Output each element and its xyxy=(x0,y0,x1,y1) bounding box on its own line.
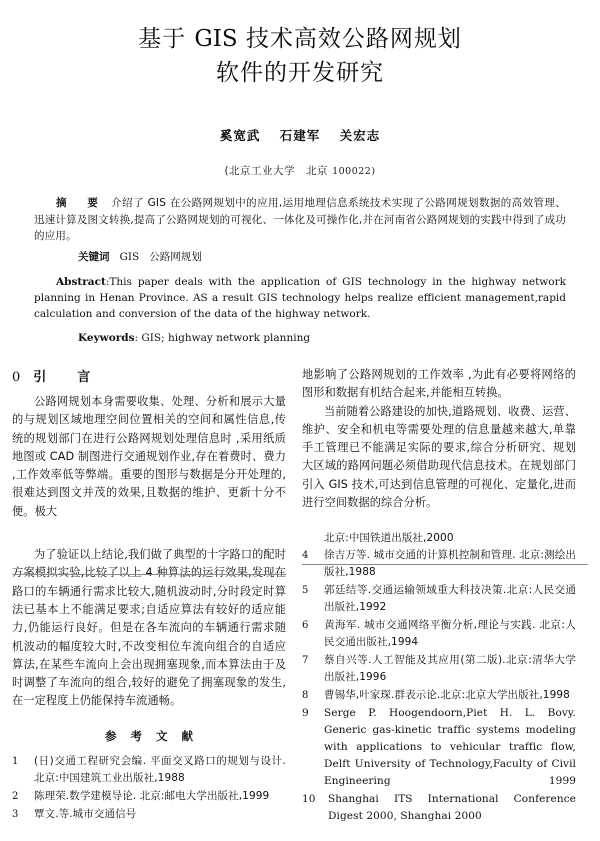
reference-text: 徐吉万等. 城市交通的计算机控制和管理. 北京:测绘出版社,1988 xyxy=(324,549,576,579)
abstract-en-label: Abstract xyxy=(56,276,106,288)
reference-index: 2 xyxy=(12,790,19,802)
keywords-en-label: Keywords xyxy=(78,332,135,344)
abstract-en-sep: : xyxy=(105,276,110,288)
right-top-paragraph-1: 地影响了公路网规划的工作效率 ,为此有必要将网络的图形和数据有机结合起来,并能相互转换。 xyxy=(302,368,576,400)
keywords-en-text: : GIS; highway network planning xyxy=(134,332,311,344)
title-line-1 xyxy=(138,26,462,52)
left-column xyxy=(12,366,286,826)
section-title: 引 言 xyxy=(33,370,100,385)
reference-item xyxy=(12,753,286,787)
reference-index: 7 xyxy=(302,655,309,667)
author-3: 关宏志 xyxy=(339,128,381,143)
reference-item xyxy=(302,652,576,686)
references-heading: 参 考 文 献 xyxy=(104,728,198,743)
author-1: 奚宽武 xyxy=(219,128,261,143)
references-list-left xyxy=(12,753,286,823)
reference-item xyxy=(12,788,286,805)
title-line-2: 软件的开发研究 xyxy=(216,60,384,86)
reference-index: 3 xyxy=(12,808,19,820)
keywords-english xyxy=(34,330,566,346)
title-line1-post: 技术高效公路网规划 xyxy=(237,26,462,52)
abstract-cn-text: 介绍了 GIS 在公路网规划中的应用,运用地理信息系统技术实现了公路网规划数据的高效管理、迅速计算及图文转换,提高了公路网规划的可视化、一体化及可操作化,并在河南省公路网规划的实践中得到了成功的应用。 xyxy=(34,197,566,242)
reference-item xyxy=(302,705,576,790)
title-acronym: GIS xyxy=(194,26,238,52)
reference-item xyxy=(302,582,576,616)
reference-text: Serge P. Hoogendoorn,Piet H. L. Bovy. Generic gas-kinetic traffic systems modeling with applications to vehicular traffic flow, Delft University of Technology,Faculty of Civil Engineering 1999 xyxy=(324,707,576,788)
abstract-english xyxy=(34,274,566,322)
reference-item xyxy=(302,791,576,825)
author-list xyxy=(34,126,566,144)
reference-item xyxy=(302,617,576,651)
intro-paragraph: 公路网规划本身需要收集、处理、分析和展示大量的与规划区域地理空间位置相关的空间和属性信息,传统的规划部门在进行公路网规划处理信息时 ,采用纸质地图或 CAD 制图进行交通规划作业,存在着费时、费力 ,工作效率低等弊端。重要的图形与数据是分开处理的,很难达到图文并茂的效果,且数据的维护、更新十分不便。极大 xyxy=(12,395,286,518)
reference-text: 蔡自兴等.人工智能及其应用(第二版).北京:清华大学出版社,1996 xyxy=(324,654,576,684)
reference-index: 1 xyxy=(12,755,19,767)
keywords-cn-label: 关键词 xyxy=(78,250,110,263)
column-divider-left xyxy=(12,574,286,575)
page-title xyxy=(34,22,566,90)
reference-index: 9 xyxy=(302,707,309,720)
reference-text: 黄海军. 城市交通网络平衡分析,理论与实践. 北京:人民交通出版社,1994 xyxy=(324,619,576,649)
reference-text: 覃文.等.城市交通信号 xyxy=(34,807,137,820)
reference-item xyxy=(302,547,576,581)
reference-index: 6 xyxy=(302,620,309,632)
references-list-right xyxy=(302,547,576,825)
reference-text: 陈理荣.数学建模导论. 北京:邮电大学出版社,1999 xyxy=(34,789,270,802)
reference-continuation: 北京:中国铁道出版社,2000 xyxy=(324,532,454,545)
reference-text: 郭廷结等.交通运输领域重大科技决策.北京:人民交通出版社,1992 xyxy=(324,584,576,614)
affiliation-postcode: 100022) xyxy=(332,166,376,177)
right-column xyxy=(302,366,576,826)
keywords-chinese xyxy=(34,249,566,266)
keywords-cn-term-1: GIS xyxy=(119,250,140,263)
reference-text: (日)交通工程研究会编. 平面交叉路口的规划与设计. 北京:中国建筑工业出版社,1988 xyxy=(34,754,286,784)
affiliation-text: (北京工业大学 北京 xyxy=(224,165,329,177)
abstract-en-text: This paper deals with the application of GIS technology in the highway network planning in Henan Province. AS a result GIS technology helps realize efficient management,rapid calculation and conversion of the data of the highway network. xyxy=(34,276,566,320)
section-heading-introduction xyxy=(12,366,286,385)
affiliation xyxy=(34,163,566,178)
reference-index: 5 xyxy=(302,585,309,597)
reference-item xyxy=(302,687,576,704)
abstract-chinese xyxy=(34,195,566,245)
reference-index: 10 xyxy=(302,793,316,806)
reference-index: 8 xyxy=(302,690,309,702)
reference-index: 4 xyxy=(302,550,309,562)
keywords-cn-term-2: 公路网规划 xyxy=(149,250,202,263)
body-columns xyxy=(0,366,600,826)
abstract-cn-label: 摘 要 xyxy=(56,197,104,209)
section-number: 0 xyxy=(12,370,22,385)
reference-text: 曹锡华,叶家琛.群表示论.北京:北京大学出版社,1998 xyxy=(324,689,570,702)
left-lower-paragraph: 为了验证以上结论,我们做了典型的十字路口的配时方案模拟实验,比较了以上 4 种算法的运行效果,发现在路口的车辆通行需求比较大,随机波动时,分时段定时算法已基本上不能满足要求;自适应算法有较好的适应能力,仍能运行良好。但是在各车流向的车辆通行需求随机波动的幅度较大时,不改变相位车流向组合的自适应算法,在某些车流向上会出现拥塞现象,而本算法由于及时调整了车流向的组合,较好的避免了拥塞现象的发生,在一定程度上仍能保持车流通畅。 xyxy=(12,548,286,708)
article-header xyxy=(0,0,600,346)
reference-item xyxy=(12,806,286,823)
title-line1-pre: 基于 xyxy=(138,26,195,52)
right-top-paragraph-2: 当前随着公路建设的加快,道路规划、收费、运营、维护、安全和机电等需要处理的信息量越来越大,单靠手工管理已不能满足实际的要求,综合分析研究、规划大区域的路网问题必须借助现代信息技术。在规划部门引入 GIS 技术,可达到信息管理的可视化、定量化,进而进行空间数据的综合分析。 xyxy=(302,404,576,510)
reference-text: Shanghai ITS International Conference Digest 2000, Shanghai 2000 xyxy=(328,793,576,823)
author-2: 石建军 xyxy=(279,128,321,143)
